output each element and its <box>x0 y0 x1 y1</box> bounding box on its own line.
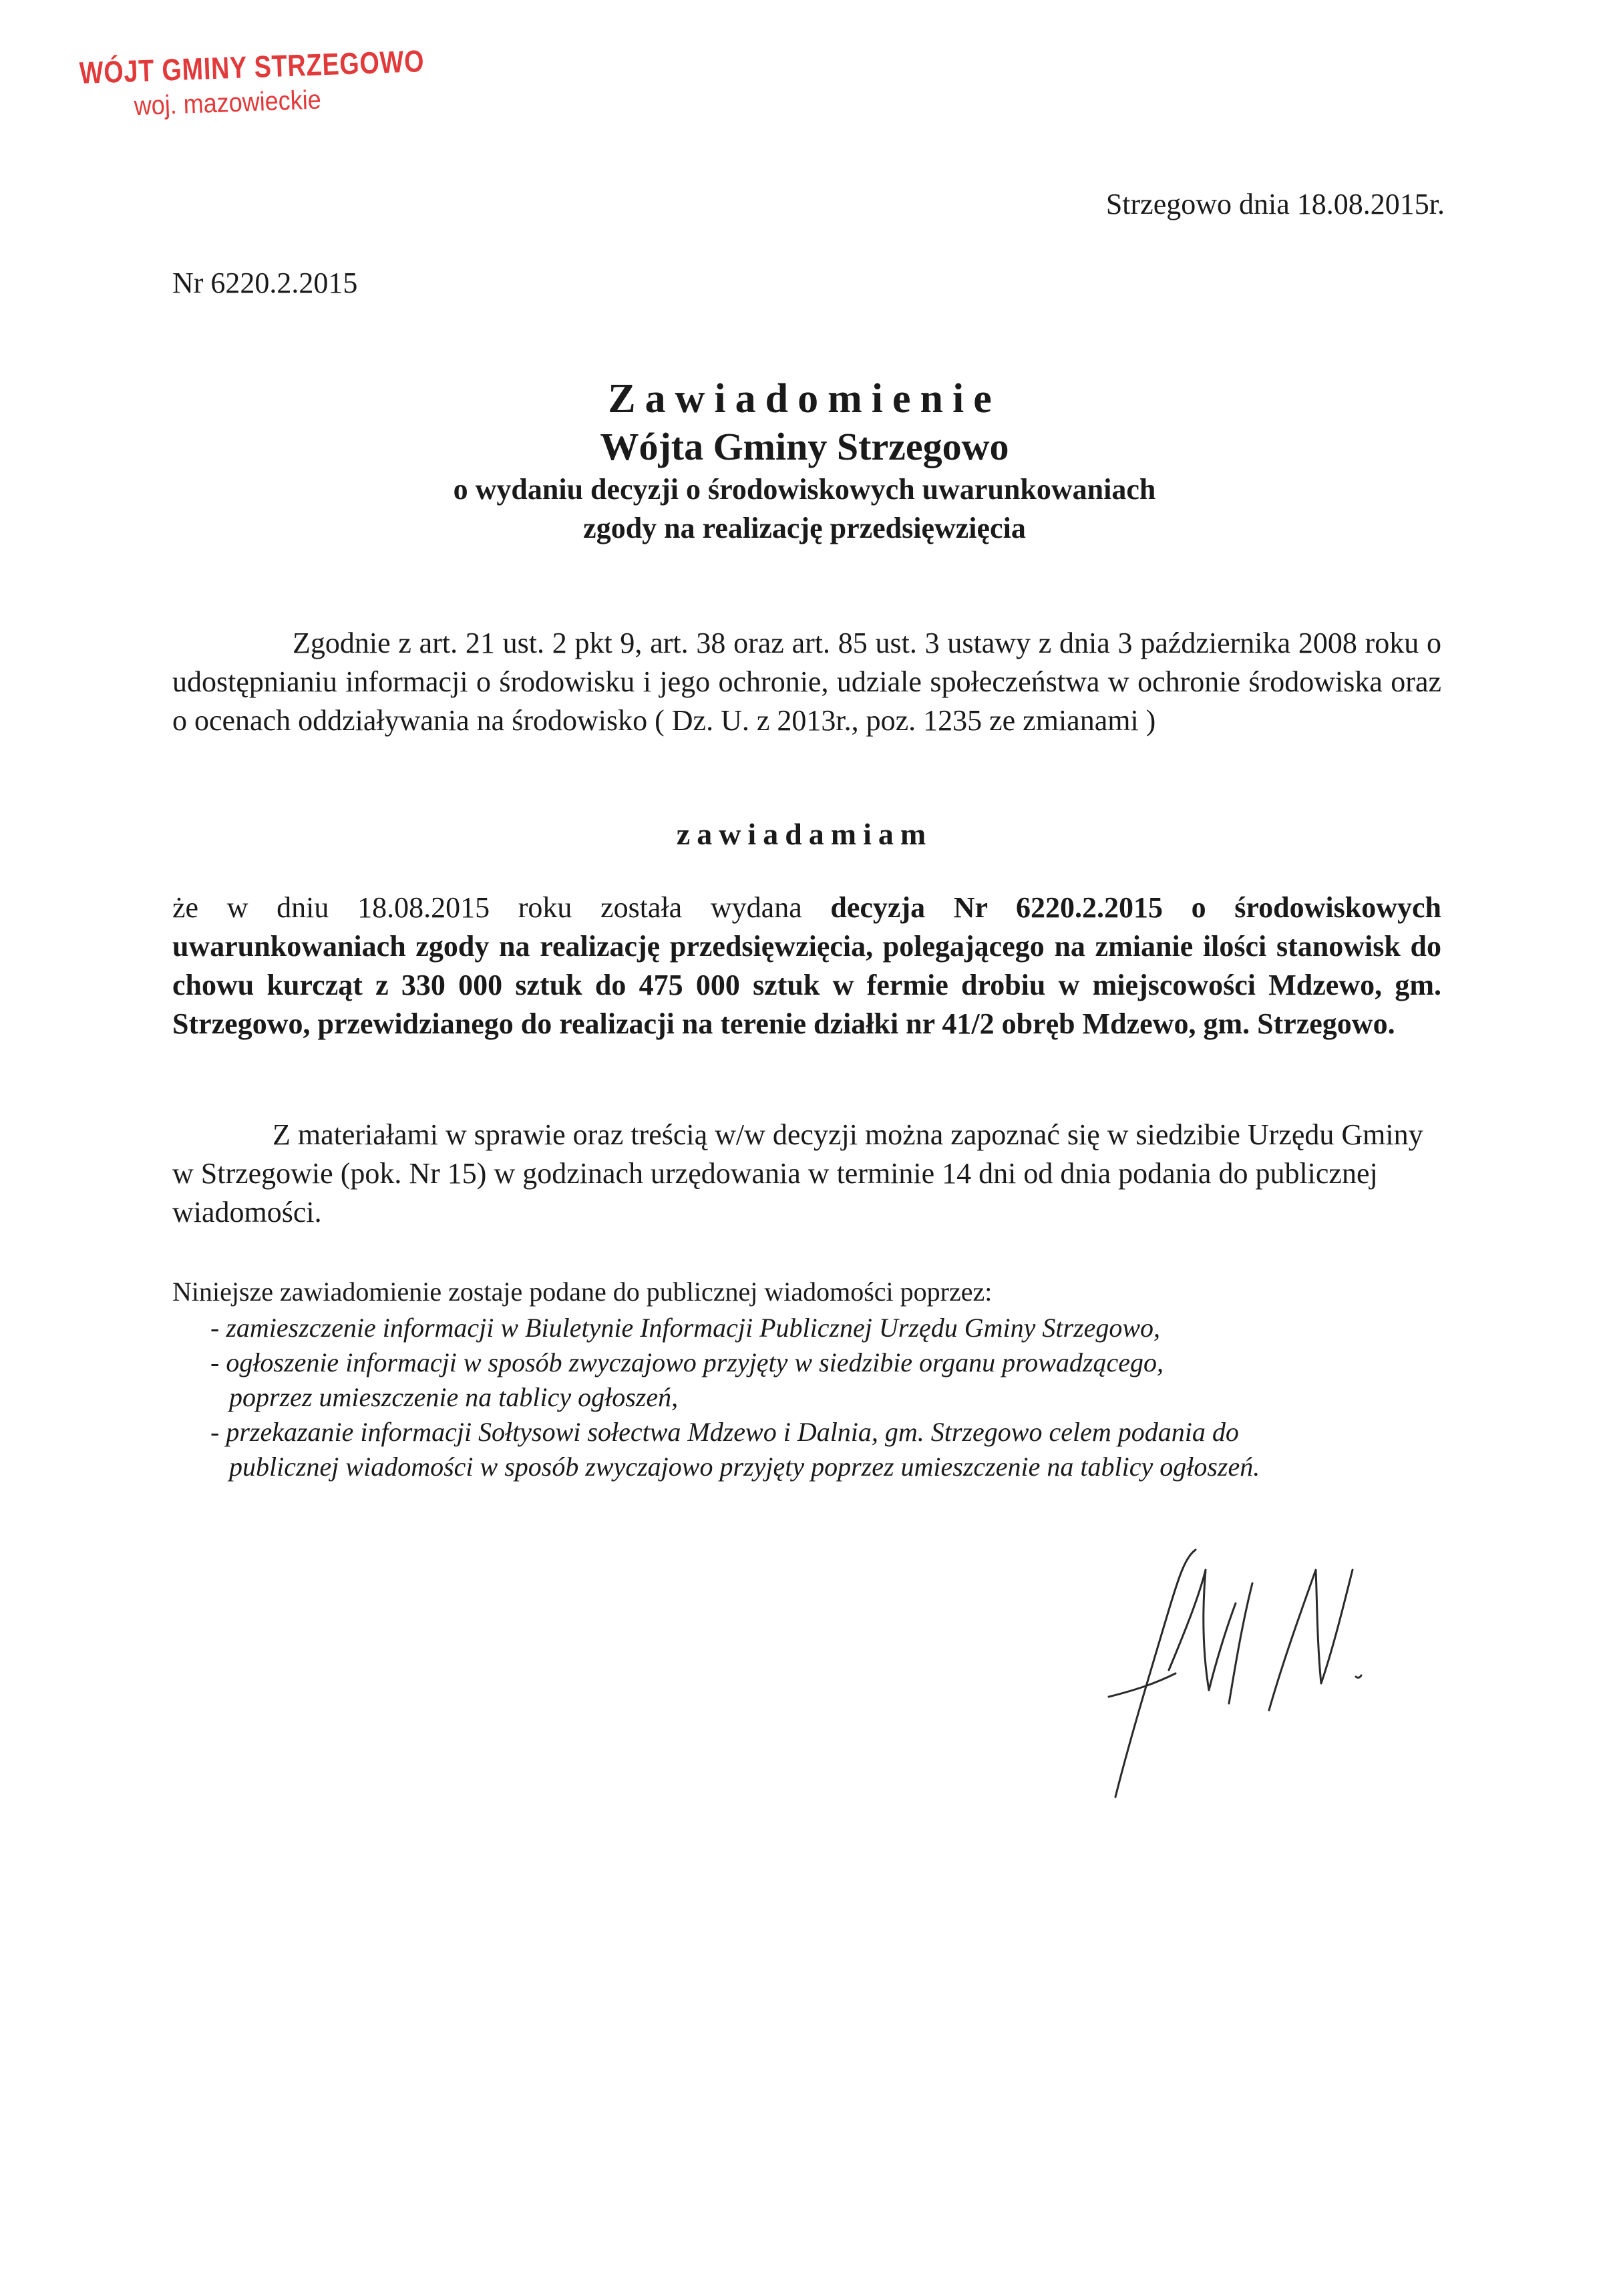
official-stamp <box>79 43 429 148</box>
decision-intro: że w dniu 18.08.2015 roku została wydana <box>172 891 831 924</box>
list-item-text: - ogłoszenie informacji w sposób zwyczajowo przyjęty w siedzibie organu prowadzącego, <box>210 1347 1164 1377</box>
list-item <box>210 1415 1479 1484</box>
title-block <box>0 374 1609 548</box>
list-item <box>210 1311 1479 1345</box>
access-paragraph: Z materiałami w sprawie oraz treścią w/w decyzji można zapoznać się w siedzibie Urzędu Gminy w Strzegowie (pok. Nr 15) w godzinach urzędowania w terminie 14 dni od dnia podania do publicznej wiadomości. <box>172 1118 1423 1228</box>
legal-basis-paragraph: Zgodnie z art. 21 ust. 2 pkt 9, art. 38 oraz art. 85 ust. 3 ustawy z dnia 3 października 2008 roku o udostępnianiu informacji o środowisku i jego ochronie, udziale społeczeństwa w ochronie środowiska oraz o ocenach oddziaływania na środowisko ( Dz. U. z 2013r., poz. 1235 ze zmianami ) <box>172 627 1441 737</box>
announcement-heading: zawiadamiam <box>676 817 933 851</box>
document-title: Zawiadomienie <box>608 376 1001 422</box>
list-item <box>210 1345 1479 1415</box>
stamp-title: WÓJT GMINY STRZEGOWO <box>79 43 425 90</box>
place-date: Strzegowo dnia 18.08.2015r. <box>1105 188 1445 220</box>
title-description-line2: zgody na realizację przedsięwzięcia <box>583 512 1026 544</box>
list-item-continuation: publicznej wiadomości w sposób zwyczajowo przyjęty poprzez umieszczenie na tablicy ogłoszeń. <box>229 1452 1260 1482</box>
list-item-text: - zamieszczenie informacji w Biuletynie Informacji Publicznej Urzędu Gminy Strzegowo, <box>210 1313 1161 1343</box>
stamp-region: woj. mazowieckie <box>133 85 322 122</box>
decision-paragraph <box>172 888 1441 1043</box>
decision-details: decyzja Nr 6220.2.2015 o środowiskowych uwarunkowaniach zgody na realizację przedsięwzięcia, polegającego na zmianie ilości stanowisk do chowu kurcząt z 330 000 sztuk do 475 000 sztuk w fermie drobiu w miejscowości Mdzewo, gm. Strzegowo, przewidzianego do realizacji na terenie działki nr 41/2 obręb Mdzewo, gm. Strzegowo. <box>172 891 1441 1040</box>
document-subtitle: Wójta Gminy Strzegowo <box>600 425 1009 468</box>
list-item-text: - przekazanie informacji Sołtysowi sołectwa Mdzewo i Dalnia, gm. Strzegowo celem podania do <box>210 1417 1239 1447</box>
reference-number: Nr 6220.2.2015 <box>172 267 358 299</box>
title-description-line1: o wydaniu decyzji o środowiskowych uwarunkowaniach <box>453 473 1156 506</box>
list-item-continuation: poprzez umieszczenie na tablicy ogłoszeń, <box>229 1382 679 1412</box>
publication-intro: Niniejsze zawiadomienie zostaje podane do publicznej wiadomości poprzez: <box>172 1277 993 1307</box>
handwritten-signature <box>1069 1530 1443 1810</box>
publication-methods-list <box>210 1311 1479 1484</box>
